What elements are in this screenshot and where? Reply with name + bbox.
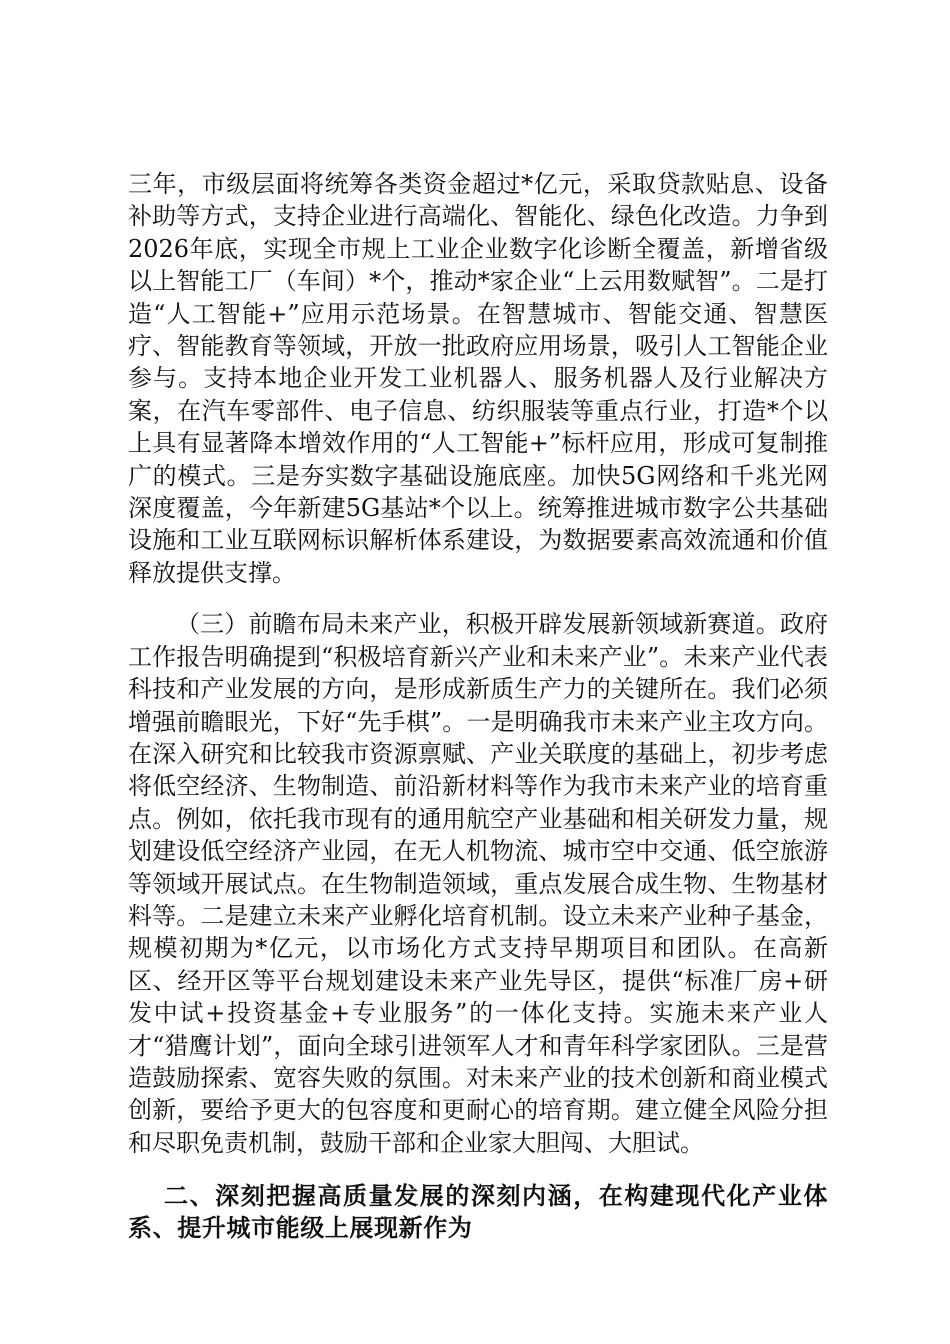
document-body: [128, 168, 828, 1244]
paragraph-digital-transformation: 三年，市级层面将统筹各类资金超过*亿元，采取贷款贴息、设备补助等方式，支持企业进行高端化、智能化、绿色化改造。力争到2026年底，实现全市规上工业企业数字化诊断全覆盖，新增省级以上智能工厂（车间）*个，推动*家企业“上云用数赋智”。二是打造“人工智能+”应用示范场景。在智慧城市、智能交通、智慧医疗、智能教育等领域，开放一批政府应用场景，吸引人工智能企业参与。支持本地企业开发工业机器人、服务机器人及行业解决方案，在汽车零部件、电子信息、纺织服装等重点行业，打造*个以上具有显著降本增效作用的“人工智能+”标杆应用，形成可复制推广的模式。三是夯实数字基础设施底座。加快5G网络和千兆光网深度覆盖，今年新建5G基站*个以上。统筹推进城市数字公共基础设施和工业互联网标识解析体系建设，为数据要素高效流通和价值释放提供支撑。: [128, 170, 828, 587]
section-heading: 二、深刻把握高质量发展的深刻内涵，在构建现代化产业体系、提升城市能级上展现新作为: [128, 1182, 828, 1243]
paragraph-future-industries: （三）前瞻布局未来产业，积极开辟发展新领域新赛道。政府工作报告明确提到“积极培育新兴产业和未来产业”。未来产业代表科技和产业发展的方向，是形成新质生产力的关键所在。我们必须增强前瞻眼光，下好“先手棋”。一是明确我市未来产业主攻方向。在深入研究和比较我市资源禀赋、产业关联度的基础上，初步考虑将低空经济、生物制造、前沿新材料等作为我市未来产业的培育重点。例如，依托我市现有的通用航空产业基础和相关研发力量，规划建设低空经济产业园，在无人机物流、城市空中交通、低空旅游等领域开展试点。在生物制造领域，重点发展合成生物、生物基材料等。二是建立未来产业孵化培育机制。设立未来产业种子基金，规模初期为*亿元，以市场化方式支持早期项目和团队。在高新区、经开区等平台规划建设未来产业先导区，提供“标准厂房+研发中试+投资基金+专业服务”的一体化支持。实施未来产业人才“猎鹰计划”，面向全球引进领军人才和青年科学家团队。三是营造鼓励探索、宽容失败的氛围。对未来产业的技术创新和商业模式创新，要给予更大的包容度和更耐心的培育期。建立健全风险分担和尽职免责机制，鼓励干部和企业家大胆闯、大胆试。: [128, 610, 828, 1157]
